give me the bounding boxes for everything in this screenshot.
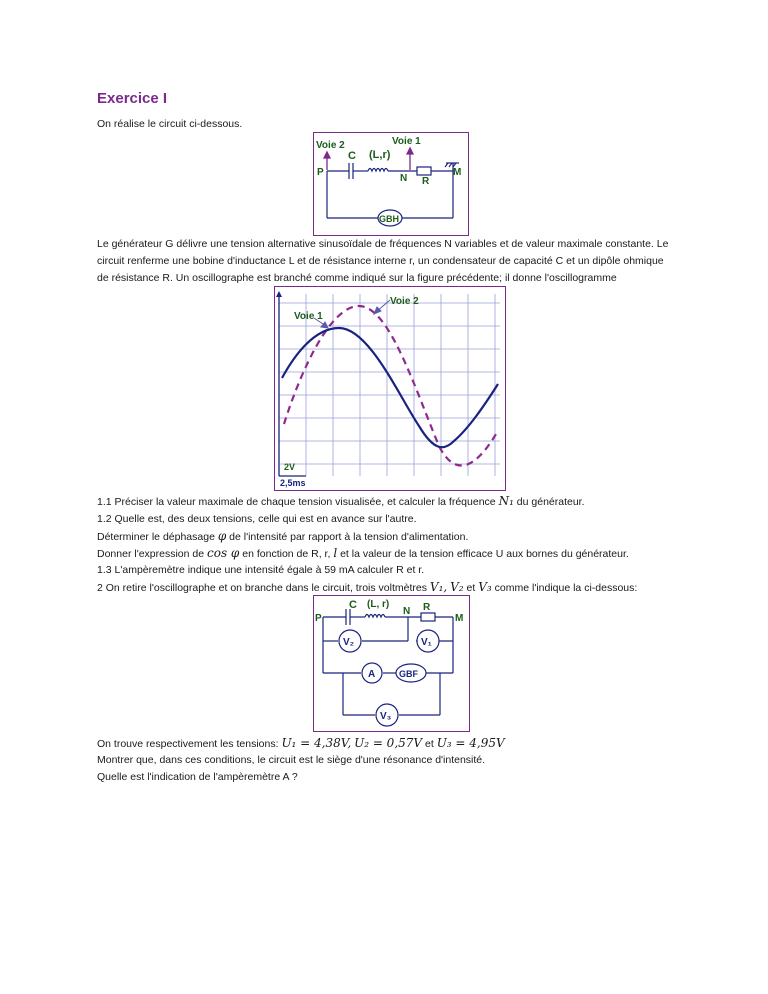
fig2-coil-label: (L, r) [367, 599, 390, 610]
fig2-capacitor-label: C [349, 599, 357, 611]
measured-voltages: On trouve respectivement les tensions: U₁ = 4,38V, U₂ = 0,57V et U₃ = 4,95V [97, 736, 505, 750]
point-n-label: N [400, 173, 408, 184]
ammeter-label: A [368, 669, 376, 680]
circuit-figure-2 [313, 595, 470, 732]
question-phase: Déterminer le déphasage φ de l'intensité par rapport à la tension d'alimentation. [97, 529, 469, 543]
voltmeter-v1-label: V₁ [421, 637, 432, 648]
point-p-label: P [317, 167, 324, 178]
scope-voie2-label: Voie 2 [390, 296, 419, 307]
question-2: 2 On retire l'oscillographe et on branche dans le circuit, trois voltmètres V₁, V₂ et V₃ comme l'indique la ci-dessous: [97, 580, 638, 594]
paragraph-description: Le générateur G délivre une tension alternative sinusoïdale de fréquences N variables et de valeur maximale constante. Le circuit renferme une bobine d'inductance L et de résistance interne r, un condensateur de capacité C et un dipôle ohmique de résistance R. Un oscillographe est branché comme indiqué sur la figure précédente; il donne l'oscillogramme [97, 238, 669, 284]
exercise-title: Exercice I [97, 90, 168, 107]
vertical-scale-label: 2V [284, 462, 296, 472]
resistor-label: R [422, 176, 430, 187]
coil-label: (L,r) [369, 149, 391, 161]
question-1-3: 1.3 L'ampèremètre indique une intensité égale à 59 mA calculer R et r. [97, 564, 425, 576]
fig2-generator-label: GBF [399, 669, 418, 679]
fig2-resistor-label: R [423, 602, 431, 613]
generator-label: GBH [379, 214, 399, 224]
voie2-label: Voie 2 [316, 140, 345, 151]
horizontal-scale-label: 2,5ms [280, 478, 306, 488]
question-1-1: 1.1 Préciser la valeur maximale de chaque tension visualisée, et calculer la fréquence N₁ du générateur. [97, 494, 585, 508]
scope-voie1-label: Voie 1 [294, 311, 323, 322]
question-ammeter: Quelle est l'indication de l'ampèremètre A ? [97, 771, 298, 783]
fig2-point-p-label: P [315, 613, 322, 624]
fig2-point-m-label: M [455, 613, 464, 624]
intro-text: On réalise le circuit ci-dessous. [97, 118, 243, 130]
point-m-label: M [453, 167, 462, 178]
voltmeter-v3-label: V₃ [380, 711, 392, 722]
voltmeter-v2-label: V₂ [343, 637, 355, 648]
question-resonance: Montrer que, dans ces conditions, le circuit est le siège d'une résonance d'intensité. [97, 754, 486, 766]
question-1-2: 1.2 Quelle est, des deux tensions, celle qui est en avance sur l'autre. [97, 513, 417, 525]
voie1-label: Voie 1 [392, 136, 421, 147]
fig2-point-n-label: N [403, 606, 411, 617]
oscillogram-figure [274, 286, 506, 491]
question-cos-phi: Donner l'expression de cos φ en fonction de R, r, l et la valeur de la tension efficace U aux bornes du générateur. [97, 546, 629, 560]
capacitor-label: C [348, 150, 356, 162]
circuit-figure-1 [313, 132, 469, 236]
